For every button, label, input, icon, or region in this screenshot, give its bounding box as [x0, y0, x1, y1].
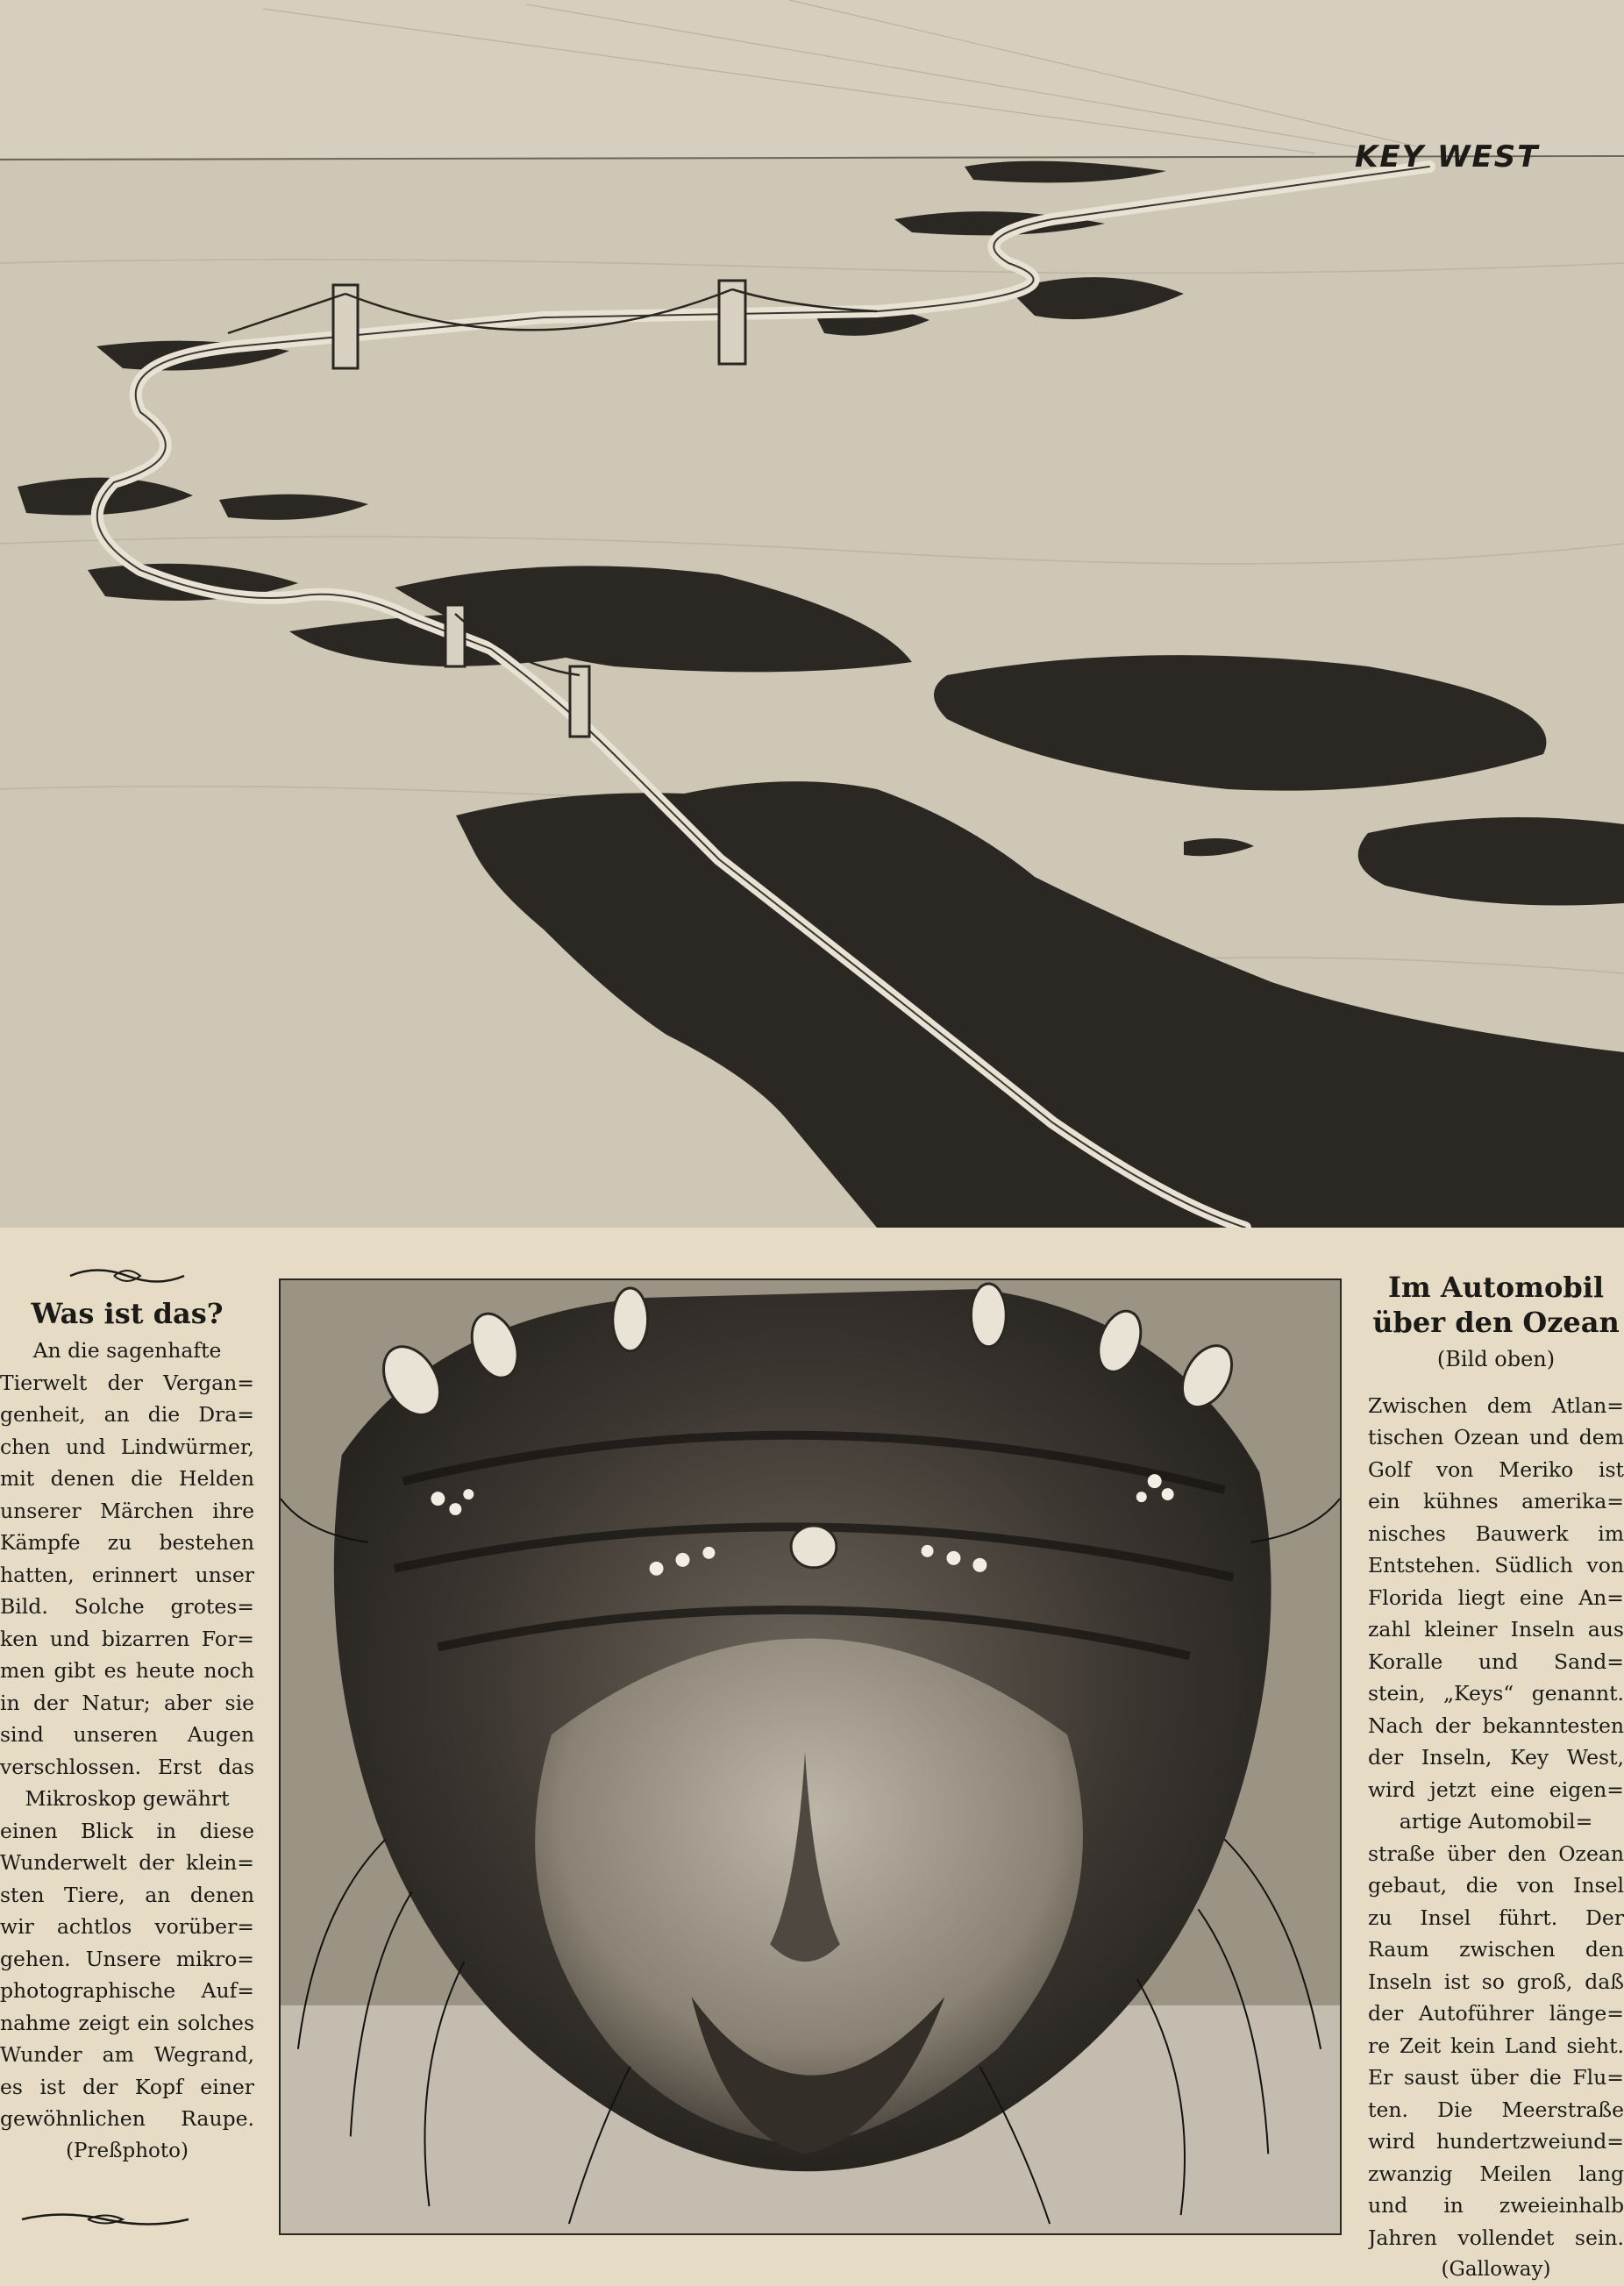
- text-line: Mikroskop gewährt: [25, 1786, 230, 1811]
- text-line: zahl kleiner Inseln aus: [1368, 1617, 1624, 1642]
- left-article-body: [0, 1335, 254, 2135]
- text-line: An die sagenhafte: [32, 1338, 222, 1363]
- text-line: Kämpfe zu bestehen: [0, 1530, 254, 1555]
- text-line: gewöhnlichen Raupe.: [0, 2106, 254, 2131]
- right-article-heading: [1368, 1270, 1624, 1340]
- text-line: artige Automobil=: [1399, 1809, 1593, 1834]
- text-line: Florida liegt eine An=: [1368, 1585, 1624, 1610]
- text-line: Jahren vollendet sein.: [1368, 2225, 1624, 2250]
- right-heading-line-1: Im Automobil: [1387, 1271, 1605, 1304]
- text-line: Zwischen dem Atlan=: [1368, 1392, 1624, 1418]
- text-line: und in zweieinhalb: [1368, 2193, 1624, 2218]
- text-line: chen und Lindwürmer,: [0, 1434, 254, 1459]
- text-line: Bild. Solche grotes=: [0, 1594, 254, 1619]
- text-line: zu Insel führt. Der: [1368, 1905, 1624, 1930]
- caterpillar-drawing: [281, 1280, 1340, 2233]
- right-article-body: [1368, 1390, 1624, 2254]
- text-line: wir achtlos vorüber=: [0, 1914, 254, 1939]
- flourish-icon: [18, 2210, 193, 2229]
- text-line: re Zeit kein Land sieht.: [1368, 2033, 1624, 2058]
- flourish-icon: [66, 1263, 189, 1289]
- text-line: Inseln ist so groß, daß: [1368, 1969, 1624, 1994]
- text-line: Koralle und Sand=: [1368, 1649, 1624, 1674]
- right-heading-line-2: über den Ozean: [1372, 1306, 1620, 1339]
- text-line: Wunderwelt der klein=: [0, 1850, 254, 1875]
- text-line: ein kühnes amerika=: [1368, 1489, 1624, 1513]
- text-line: mit denen die Helden: [0, 1466, 254, 1491]
- text-line: nisches Bauwerk im: [1368, 1520, 1624, 1546]
- text-line: einen Blick in diese: [0, 1818, 254, 1843]
- text-line: photographische Auf=: [0, 1978, 254, 2003]
- text-line: es ist der Kopf einer: [0, 2074, 254, 2099]
- text-line: zwanzig Meilen lang: [1368, 2161, 1624, 2186]
- text-line: Tierwelt der Vergan=: [0, 1370, 254, 1395]
- text-line: Nach der bekanntesten: [1368, 1713, 1624, 1738]
- text-line: gebaut, die von Insel: [1368, 1873, 1624, 1898]
- text-line: sind unseren Augen: [0, 1722, 254, 1747]
- text-line: ten. Die Meerstraße: [1368, 2097, 1624, 2122]
- text-line: verschlossen. Erst das: [0, 1754, 254, 1779]
- right-article-credit: (Galloway): [1441, 2258, 1551, 2281]
- text-line: Entstehen. Südlich von: [1368, 1553, 1624, 1577]
- text-line: Golf von Meriko ist: [1368, 1456, 1624, 1482]
- right-article-subheading: (Bild oben): [1436, 1347, 1556, 1371]
- right-article: [1368, 1263, 1624, 2286]
- caterpillar-head-photo: [279, 1278, 1342, 2235]
- text-line: straße über den Ozean: [1368, 1841, 1624, 1866]
- text-line: tischen Ozean und dem: [1368, 1425, 1624, 1449]
- text-line: wird hundertzweiund=: [1368, 2129, 1624, 2154]
- text-line: stein, „Keys“ genannt.: [1368, 1681, 1624, 1706]
- text-line: Wunder am Wegrand,: [0, 2042, 254, 2067]
- text-line: der Autoführer länge=: [1368, 2001, 1624, 2026]
- text-line: hatten, erinnert unser: [0, 1562, 254, 1587]
- left-article-credit: (Preßphoto): [66, 2139, 189, 2162]
- key-west-label: KEY WEST: [1355, 139, 1540, 174]
- text-line: unserer Märchen ihre: [0, 1498, 254, 1523]
- text-line: in der Natur; aber sie: [0, 1690, 254, 1715]
- text-line: wird jetzt eine eigen=: [1368, 1777, 1624, 1802]
- text-line: gehen. Unsere mikro=: [0, 1946, 254, 1971]
- text-line: ken und bizarren For=: [0, 1626, 254, 1651]
- text-line: nahme zeigt ein solches: [0, 2010, 254, 2035]
- left-article-heading: Was ist das?: [31, 1297, 224, 1330]
- text-line: der Inseln, Key West,: [1368, 1745, 1624, 1770]
- text-line: men gibt es heute noch: [0, 1658, 254, 1683]
- text-line: Raum zwischen den: [1368, 1937, 1624, 1962]
- text-line: sten Tiere, an denen: [0, 1882, 254, 1907]
- text-line: Er saust über die Flu=: [1368, 2065, 1624, 2090]
- left-article: [0, 1263, 254, 2167]
- text-line: genheit, an die Dra=: [0, 1402, 254, 1427]
